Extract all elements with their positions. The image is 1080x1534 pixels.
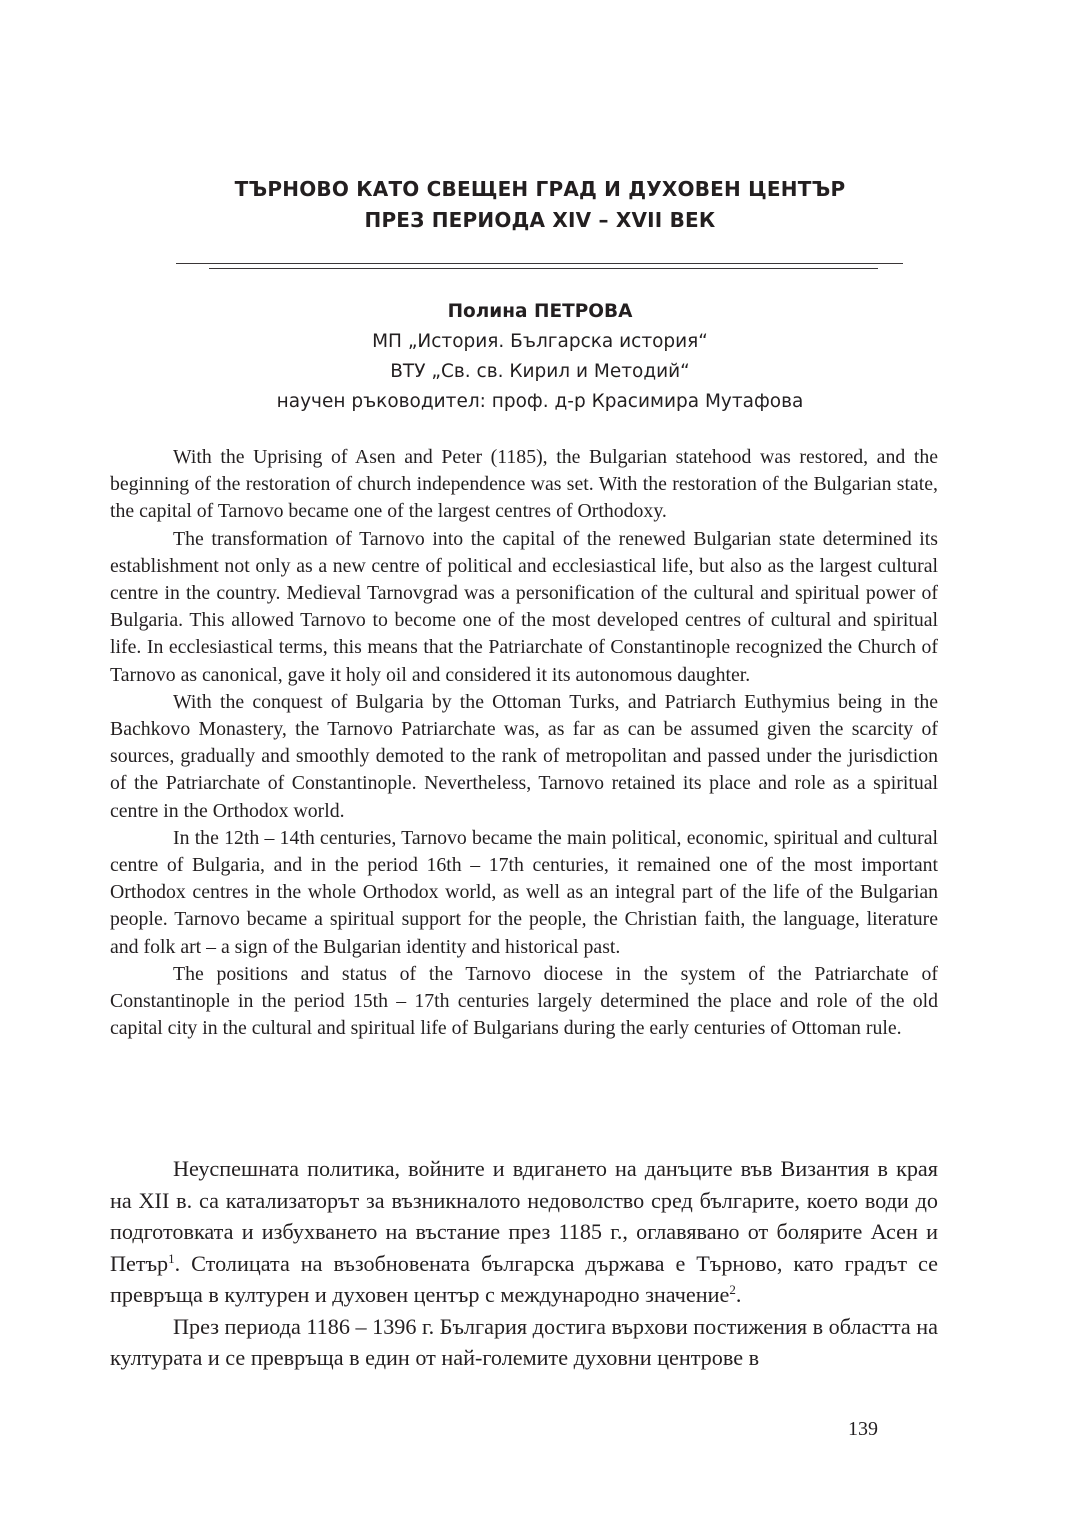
author-university: ВТУ „Св. св. Кирил и Методий“ — [390, 361, 690, 382]
abstract-paragraph: The positions and status of the Tarnovo diocese in the system of the Patriarchate of Constantinople in the period 15th – 17th centuries largely determined the place and role of the old capital city in the cultural and spiritual life of Bulgarians during the early centuries of Ottoman rule. — [110, 962, 938, 1040]
author-block — [0, 297, 1080, 417]
abstract-paragraph: In the 12th – 14th centuries, Tarnovo became the main political, economic, spiritual and cultural centre of Bulgaria, and in the period 16th – 17th centuries, it remained one of the most important Orthodox centres in the whole Orthodox world, as well as an integral part of the life of the Bulgarian people. Tarnovo became a spiritual support for the people, the Christian faith, the language, literature and folk art – a sign of the Bulgarian identity and historical past. — [110, 826, 938, 958]
abstract-paragraph: With the conquest of Bulgaria by the Ottoman Turks, and Patriarch Euthymius being in the Bachkovo Monastery, the Tarnovo Patriarchate was, as far as can be assumed given the scarcity of sources, gradually and smoothly demoted to the rank of metropolitan and passed under the jurisdiction of the Patriarchate of Constantinople. Nevertheless, Tarnovo retained its place and role as a spiritual centre in the Orthodox world. — [110, 690, 938, 822]
body-paragraph: През периода 1186 – 1396 г. България достига върхови постижения в областта на културата и се превръща в един от най-големите духовни центрове в — [110, 1313, 938, 1370]
body-text: Неуспешната политика, войните и вдигането на данъците във Византия в края на XII в. са катализаторът за възникналото недоволство сред българите, което води до подготовката и избухването на въстание през 1185 г., оглавявано от болярите Асен и Петър — [110, 1156, 938, 1276]
title-line-1: ТЪРНОВО КАТО СВЕЩЕН ГРАД И ДУХОВЕН ЦЕНТЪР — [234, 177, 846, 201]
author-name: Полина ПЕТРОВА — [447, 301, 633, 322]
page-number: 139 — [848, 1418, 878, 1440]
title-line-2: ПРЕЗ ПЕРИОДА XIV – XVII ВЕК — [364, 208, 716, 232]
body-text: . Столицата на възобновената българска държава е Търново, като градът се превръща в културен и духовен център с международно значение — [110, 1250, 938, 1307]
abstract — [110, 444, 938, 1042]
author-supervisor: научен ръководител: проф. д-р Красимира Мутафова — [276, 391, 804, 412]
author-program: МП „История. Българска история“ — [372, 331, 708, 352]
main-body — [110, 1153, 938, 1374]
abstract-paragraph: With the Uprising of Asen and Peter (1185), the Bulgarian statehood was restored, and the beginning of the restoration of church independence was set. With the restoration of the Bulgarian state, the capital of Tarnovo became one of the largest centres of Orthodoxy. — [110, 446, 938, 523]
title-divider-top — [176, 263, 903, 264]
body-text: . — [735, 1282, 742, 1307]
abstract-paragraph: The transformation of Tarnovo into the capital of the renewed Bulgarian state determined its establishment not only as a new centre of political and ecclesiastical life, but also as the largest cultural centre in the country. Medieval Tarnovgrad was a personification of the cultural and spiritual power of Bulgaria. This allowed Tarnovo to become one of the most developed centres of cultural and spiritual life. In ecclesiastical terms, this means that the Patriarchate of Constantinople recognized the Church of Tarnovo as canonical, gave it holy oil and considered it its autonomous daughter. — [110, 527, 938, 686]
title-divider-bottom — [209, 268, 878, 269]
paper-title — [0, 174, 1080, 236]
footnote-ref[interactable]: 1 — [168, 1250, 175, 1266]
footnote-ref[interactable]: 2 — [729, 1282, 736, 1297]
body-paragraph — [110, 1153, 938, 1311]
